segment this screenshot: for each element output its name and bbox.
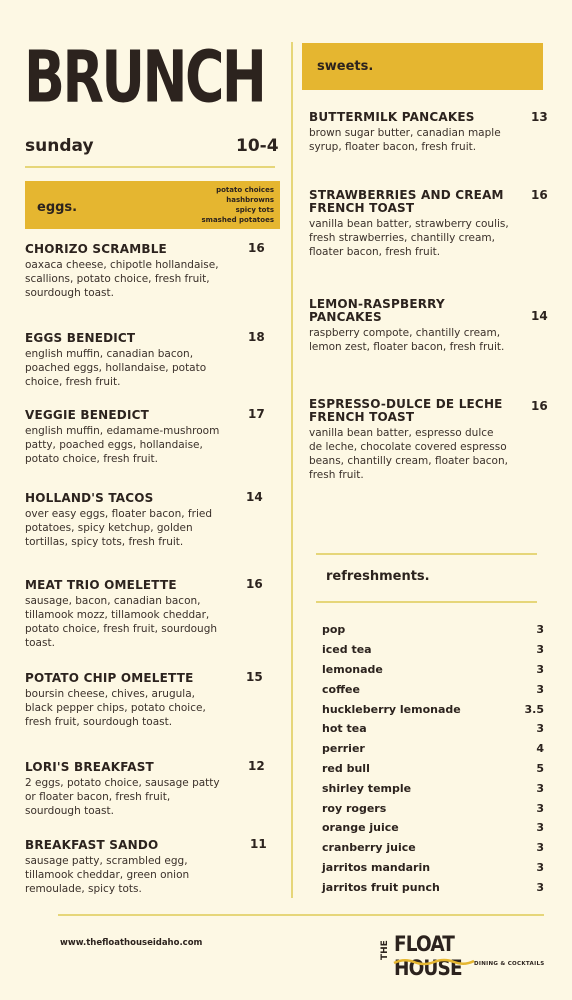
drink-name: iced tea (322, 643, 372, 656)
refreshments-bottom-rule (316, 601, 537, 603)
header-divider (25, 166, 275, 168)
drink-row (322, 643, 544, 659)
sweets-banner (302, 43, 543, 90)
drink-price: 3 (536, 861, 544, 874)
item-price: 16 (246, 577, 263, 591)
website-link[interactable]: www.thefloathouseidaho.com (60, 938, 203, 948)
drink-name: jarritos mandarin (322, 861, 431, 874)
item-name: CHORIZO SCRAMBLE (25, 242, 167, 256)
item-description: boursin cheese, chives, arugula, black pepper chips, potato choice, fresh fruit, sourdough toast. (25, 688, 206, 728)
potato-choice: hashbrowns (226, 196, 274, 204)
drink-name: perrier (322, 742, 365, 755)
drink-row (322, 861, 544, 877)
drink-price: 3 (536, 782, 544, 795)
item-description: raspberry compote, chantilly cream, lemon zest, floater bacon, fresh fruit. (309, 327, 505, 353)
drink-price: 3 (536, 663, 544, 676)
item-price: 15 (246, 670, 263, 684)
item-price: 17 (248, 407, 265, 421)
item-name: LORI'S BREAKFAST (25, 760, 154, 774)
drink-price: 3 (536, 821, 544, 834)
eggs-heading: eggs. (37, 200, 78, 215)
potato-choices-title: potato choices (216, 186, 274, 194)
menu-item (25, 332, 225, 389)
drink-row (322, 742, 544, 758)
item-description: vanilla bean batter, strawberry coulis, fresh strawberries, chantilly cream, floater bacon, fresh fruit. (309, 218, 509, 258)
drink-name: lemonade (322, 663, 383, 676)
drink-price: 4 (536, 742, 544, 755)
drink-price: 3 (536, 623, 544, 636)
drink-row (322, 623, 544, 639)
menu-item (309, 298, 509, 354)
drink-name: hot tea (322, 722, 367, 735)
drink-price: 3 (536, 881, 544, 894)
drink-row (322, 703, 544, 719)
drink-row (322, 663, 544, 679)
drink-row (322, 782, 544, 798)
item-name: STRAWBERRIES AND CREAM FRENCH TOAST (309, 188, 504, 215)
drink-price: 3 (536, 722, 544, 735)
logo-the: THE (380, 940, 390, 960)
drink-row (322, 802, 544, 818)
footer-rule (58, 914, 544, 916)
item-description: 2 eggs, potato choice, sausage patty or floater bacon, fresh fruit, sourdough toast. (25, 777, 220, 817)
potato-choices-list (202, 185, 275, 225)
item-name: EGGS BENEDICT (25, 331, 136, 345)
drink-row (322, 821, 544, 837)
drink-row (322, 841, 544, 857)
menu-item (309, 111, 509, 154)
menu-title: BRUNCH (24, 36, 265, 120)
item-description: over easy eggs, floater bacon, fried potatoes, spicy ketchup, golden tortillas, spicy tots, fresh fruit. (25, 508, 212, 548)
item-description: sausage, bacon, canadian bacon, tillamook mozz, tillamook cheddar, potato choice, fresh fruit, sourdough toast. (25, 595, 218, 649)
drink-price: 3 (536, 643, 544, 656)
item-price: 14 (531, 309, 548, 323)
menu-item (25, 672, 225, 729)
drink-price: 3 (536, 841, 544, 854)
item-description: english muffin, canadian bacon, poached eggs, hollandaise, potato choice, fresh fruit. (25, 348, 207, 388)
drink-row (322, 881, 544, 897)
column-divider (291, 42, 293, 898)
drink-name: roy rogers (322, 802, 387, 815)
item-name: LEMON-RASPBERRY PANCAKES (309, 297, 445, 324)
menu-item (25, 761, 225, 818)
item-name: MEAT TRIO OMELETTE (25, 578, 177, 592)
item-description: vanilla bean batter, espresso dulce de leche, chocolate covered espresso beans, chantilly cream, floater bacon, fresh fruit. (309, 427, 508, 481)
item-description: oaxaca cheese, chipotle hollandaise, scallions, potato choice, fresh fruit, sourdough toast. (25, 259, 219, 299)
item-name: BUTTERMILK PANCAKES (309, 110, 475, 124)
drink-name: pop (322, 623, 346, 636)
menu-day: sunday (25, 136, 94, 156)
menu-item (309, 189, 509, 259)
item-price: 16 (531, 399, 548, 413)
item-price: 14 (246, 490, 263, 504)
potato-choice: spicy tots (235, 206, 274, 214)
drink-price: 3.5 (524, 703, 544, 716)
drink-row (322, 722, 544, 738)
item-description: english muffin, edamame-mushroom patty, poached eggs, hollandaise, potato choice, fresh fruit. (25, 425, 220, 465)
item-price: 16 (248, 241, 265, 255)
menu-item (25, 579, 225, 650)
item-description: sausage patty, scrambled egg, tillamook cheddar, green onion remoulade, spicy tots. (25, 855, 190, 895)
menu-item (25, 409, 225, 466)
drink-price: 3 (536, 683, 544, 696)
drink-row (322, 762, 544, 778)
menu-hours: 10-4 (236, 136, 279, 156)
item-name: BREAKFAST SANDO (25, 838, 159, 852)
drink-price: 5 (536, 762, 544, 775)
drink-name: huckleberry lemonade (322, 703, 461, 716)
drink-row (322, 683, 544, 699)
drink-name: cranberry juice (322, 841, 416, 854)
item-name: HOLLAND'S TACOS (25, 491, 154, 505)
item-name: POTATO CHIP OMELETTE (25, 671, 194, 685)
wave-icon (392, 957, 476, 967)
menu-item (25, 492, 225, 549)
logo-subtitle: DINING & COCKTAILS (474, 961, 545, 967)
menu-item (25, 839, 225, 896)
item-description: brown sugar butter, canadian maple syrup, floater bacon, fresh fruit. (309, 127, 501, 153)
item-price: 16 (531, 188, 548, 202)
menu-item (25, 243, 225, 300)
sweets-heading: sweets. (317, 59, 374, 74)
drink-price: 3 (536, 802, 544, 815)
menu-item (309, 398, 509, 482)
item-price: 12 (248, 759, 265, 773)
potato-choice: smashed potatoes (201, 216, 274, 224)
float-house-logo (380, 930, 545, 980)
logo-name: FLOAT HOUSE (394, 932, 462, 980)
drink-name: red bull (322, 762, 370, 775)
item-price: 13 (531, 110, 548, 124)
eggs-banner (25, 181, 280, 229)
drink-name: orange juice (322, 821, 399, 834)
drink-name: jarritos fruit punch (322, 881, 440, 894)
item-name: ESPRESSO-DULCE DE LECHE FRENCH TOAST (309, 397, 503, 424)
refreshments-top-rule (316, 553, 537, 555)
drink-name: shirley temple (322, 782, 412, 795)
item-price: 18 (248, 330, 265, 344)
item-price: 11 (250, 837, 267, 851)
item-name: VEGGIE BENEDICT (25, 408, 150, 422)
drink-name: coffee (322, 683, 360, 696)
refreshments-heading: refreshments. (326, 569, 430, 584)
